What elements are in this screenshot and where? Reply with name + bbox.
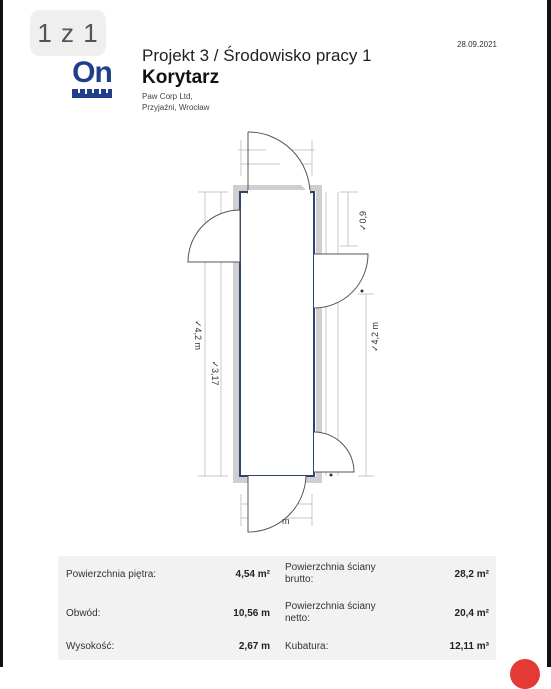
volume-value: 12,11 m³ (449, 641, 489, 652)
floor-area-label: Powierzchnia piętra: (66, 569, 157, 580)
company-address: Przyjaźni, Wrocław (142, 103, 210, 112)
stats-panel (58, 556, 496, 660)
dim-top-right: ✓0,9 (358, 210, 368, 232)
logo-text: On (72, 56, 112, 89)
page-indicator: 1 z 1 (30, 10, 106, 56)
report-date: 28.09.2021 (456, 40, 497, 49)
door-right-lower (314, 432, 354, 477)
room-title: Korytarz (142, 67, 220, 88)
perimeter-label: Obwód: (66, 608, 101, 619)
dim-left-outer: ✓4,2 m (193, 319, 203, 351)
dim-right-outer: ✓4,2 m (370, 321, 380, 353)
dim-bottom: m (282, 516, 290, 526)
door-left (188, 210, 240, 262)
room-outline (240, 192, 314, 476)
dim-check-icon: ✓ (358, 223, 368, 232)
floating-action-button[interactable] (510, 659, 540, 689)
wall-net-label: Powierzchnia ściany netto: (285, 601, 376, 624)
perimeter-value: 10,56 m (233, 608, 270, 619)
door-bottom (248, 476, 306, 532)
height-value: 2,67 m (238, 641, 270, 652)
company-name: Paw Corp Ltd, (142, 92, 193, 101)
door-right-upper (314, 254, 368, 308)
floor-area-value: 4,54 m² (235, 569, 270, 580)
project-title: Projekt 3 / Środowisko pracy 1 (142, 46, 372, 65)
dim-left-inner: ✓3,17 (210, 360, 220, 386)
dim-check-icon: ✓ (193, 319, 203, 328)
wall-gross-value: 28,2 m² (454, 569, 489, 580)
dim-check-icon: ✓ (370, 344, 380, 353)
dim-check-icon: ✓ (210, 360, 220, 368)
height-label: Wysokość: (66, 641, 115, 652)
door-top (248, 132, 310, 194)
wall-gross-label: Powierzchnia ściany brutto: (285, 562, 376, 585)
volume-label: Kubatura: (285, 641, 329, 652)
wall-net-value: 20,4 m² (454, 608, 489, 619)
